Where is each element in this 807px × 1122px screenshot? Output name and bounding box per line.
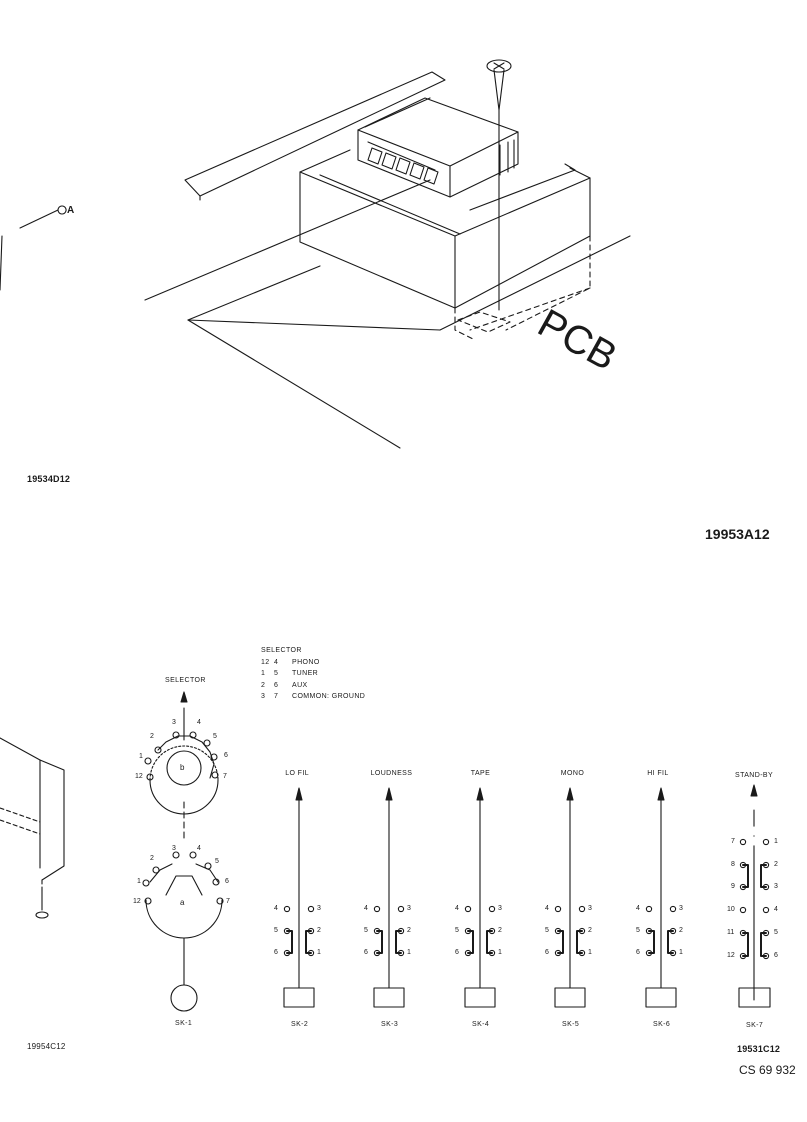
legend-row: 2 6 AUX	[261, 681, 308, 689]
figure-code-bottom-right: 19531C12	[737, 1044, 781, 1054]
switch-name: SK-6	[653, 1021, 671, 1028]
standby-contact: 6	[774, 952, 778, 959]
figure-code-right: 19953A12	[705, 526, 770, 542]
selector-pos: 4	[197, 845, 201, 852]
legend-row: 3 7 COMMON: GROUND	[261, 693, 366, 700]
standby-switch-diagram	[739, 785, 770, 1007]
standby-contact: 3	[774, 883, 778, 890]
standby-contact: 11	[727, 929, 735, 936]
switch-name: SK-4	[472, 1021, 490, 1028]
switch-name: SK-2	[291, 1021, 309, 1028]
standby-title: STAND-BY	[735, 772, 774, 779]
standby-contact: 4	[774, 906, 778, 913]
switch-contact: 1	[588, 949, 592, 956]
switch-contact: 2	[498, 927, 502, 934]
selector-pos: 6	[224, 752, 228, 759]
selector-legend-title: SELECTOR	[261, 647, 302, 654]
switch-contact: 3	[679, 905, 683, 912]
selector-pos: 3	[172, 845, 176, 852]
switch-contact: 4	[274, 905, 278, 912]
slide-switch	[465, 788, 495, 1007]
slide-switch	[555, 788, 585, 1007]
switch-contact: 6	[545, 949, 549, 956]
slide-switch	[646, 788, 676, 1007]
selector-pos: 5	[215, 858, 219, 865]
switch-contact: 1	[498, 949, 502, 956]
switch-contact: 2	[407, 927, 411, 934]
selector-pos: 7	[226, 898, 230, 905]
pcb-label: PCB	[530, 301, 624, 380]
switch-contact: 3	[407, 905, 411, 912]
standby-contact: 12	[727, 952, 735, 959]
selector-pos: 4	[197, 719, 201, 726]
switch-contact: 2	[317, 927, 321, 934]
switch-contact: 6	[364, 949, 368, 956]
standby-contact: 1	[774, 838, 778, 845]
standby-contact: 10	[727, 906, 735, 913]
switch-contact: 5	[545, 927, 549, 934]
switch-contact: 4	[455, 905, 459, 912]
switch-title: MONO	[560, 770, 585, 777]
selector-pos: 12	[135, 773, 143, 780]
selector-pos: 7	[223, 773, 227, 780]
switch-contact: 4	[545, 905, 549, 912]
selector-pos: 5	[213, 733, 217, 740]
switch-contact: 5	[364, 927, 368, 934]
switch-title: TAPE	[470, 770, 491, 777]
legend-row: 1 5 TUNER	[261, 670, 319, 677]
selector-deck-a: a	[180, 898, 185, 907]
selector-pos: 2	[150, 733, 154, 740]
selector-pos: 12	[133, 898, 141, 905]
switch-contact: 6	[455, 949, 459, 956]
slide-switch-diagrams	[284, 788, 676, 1007]
slide-switch	[374, 788, 404, 1007]
standby-contact: 9	[731, 883, 735, 890]
switch-contact: 4	[636, 905, 640, 912]
switch-contact: 3	[498, 905, 502, 912]
switch-name: SK-3	[381, 1021, 399, 1028]
standby-contact: 2	[774, 861, 778, 868]
slide-switch	[284, 788, 314, 1007]
switch-contact: 2	[679, 927, 683, 934]
selector-pos: 1	[139, 753, 143, 760]
document-code: CS 69 932	[739, 1063, 796, 1077]
cabinet-partial	[0, 738, 64, 918]
switch-contact: 3	[588, 905, 592, 912]
switch-contact: 1	[679, 949, 683, 956]
switch-contact: 1	[407, 949, 411, 956]
switch-title: LOUDNESS	[370, 770, 413, 777]
screw-label: A	[67, 205, 75, 216]
figure-code-top: 19534D12	[27, 474, 71, 484]
switch-contact: 4	[364, 905, 368, 912]
legend-row: 12 4 PHONO	[261, 658, 320, 666]
standby-switch-name: SK-7	[746, 1022, 764, 1029]
switch-contact: 2	[588, 927, 592, 934]
standby-contact: 5	[774, 929, 778, 936]
standby-contact: 7	[731, 838, 735, 845]
switch-contact: 5	[636, 927, 640, 934]
figure-code-bottom-left: 19954C12	[27, 1042, 66, 1051]
selector-pos: 2	[150, 855, 154, 862]
switch-name: SK-5	[562, 1021, 580, 1028]
selector-title: SELECTOR	[165, 677, 206, 684]
switch-title: HI FIL	[647, 770, 669, 777]
selector-switch-name: SK-1	[175, 1020, 193, 1027]
switch-contact: 5	[455, 927, 459, 934]
selector-pos: 3	[172, 719, 176, 726]
switch-title: LO FIL	[285, 770, 309, 777]
selector-legend	[261, 645, 365, 703]
selector-pos: 1	[137, 878, 141, 885]
selector-deck-b: b	[180, 763, 185, 772]
switch-contact: 6	[636, 949, 640, 956]
switch-contact: 1	[317, 949, 321, 956]
selector-pos: 6	[225, 878, 229, 885]
isometric-assembly	[0, 60, 630, 448]
standby-contact: 8	[731, 861, 735, 868]
selector-switch-diagram	[143, 692, 223, 1011]
switch-contact: 6	[274, 949, 278, 956]
switch-contact: 3	[317, 905, 321, 912]
switch-contact: 5	[274, 927, 278, 934]
